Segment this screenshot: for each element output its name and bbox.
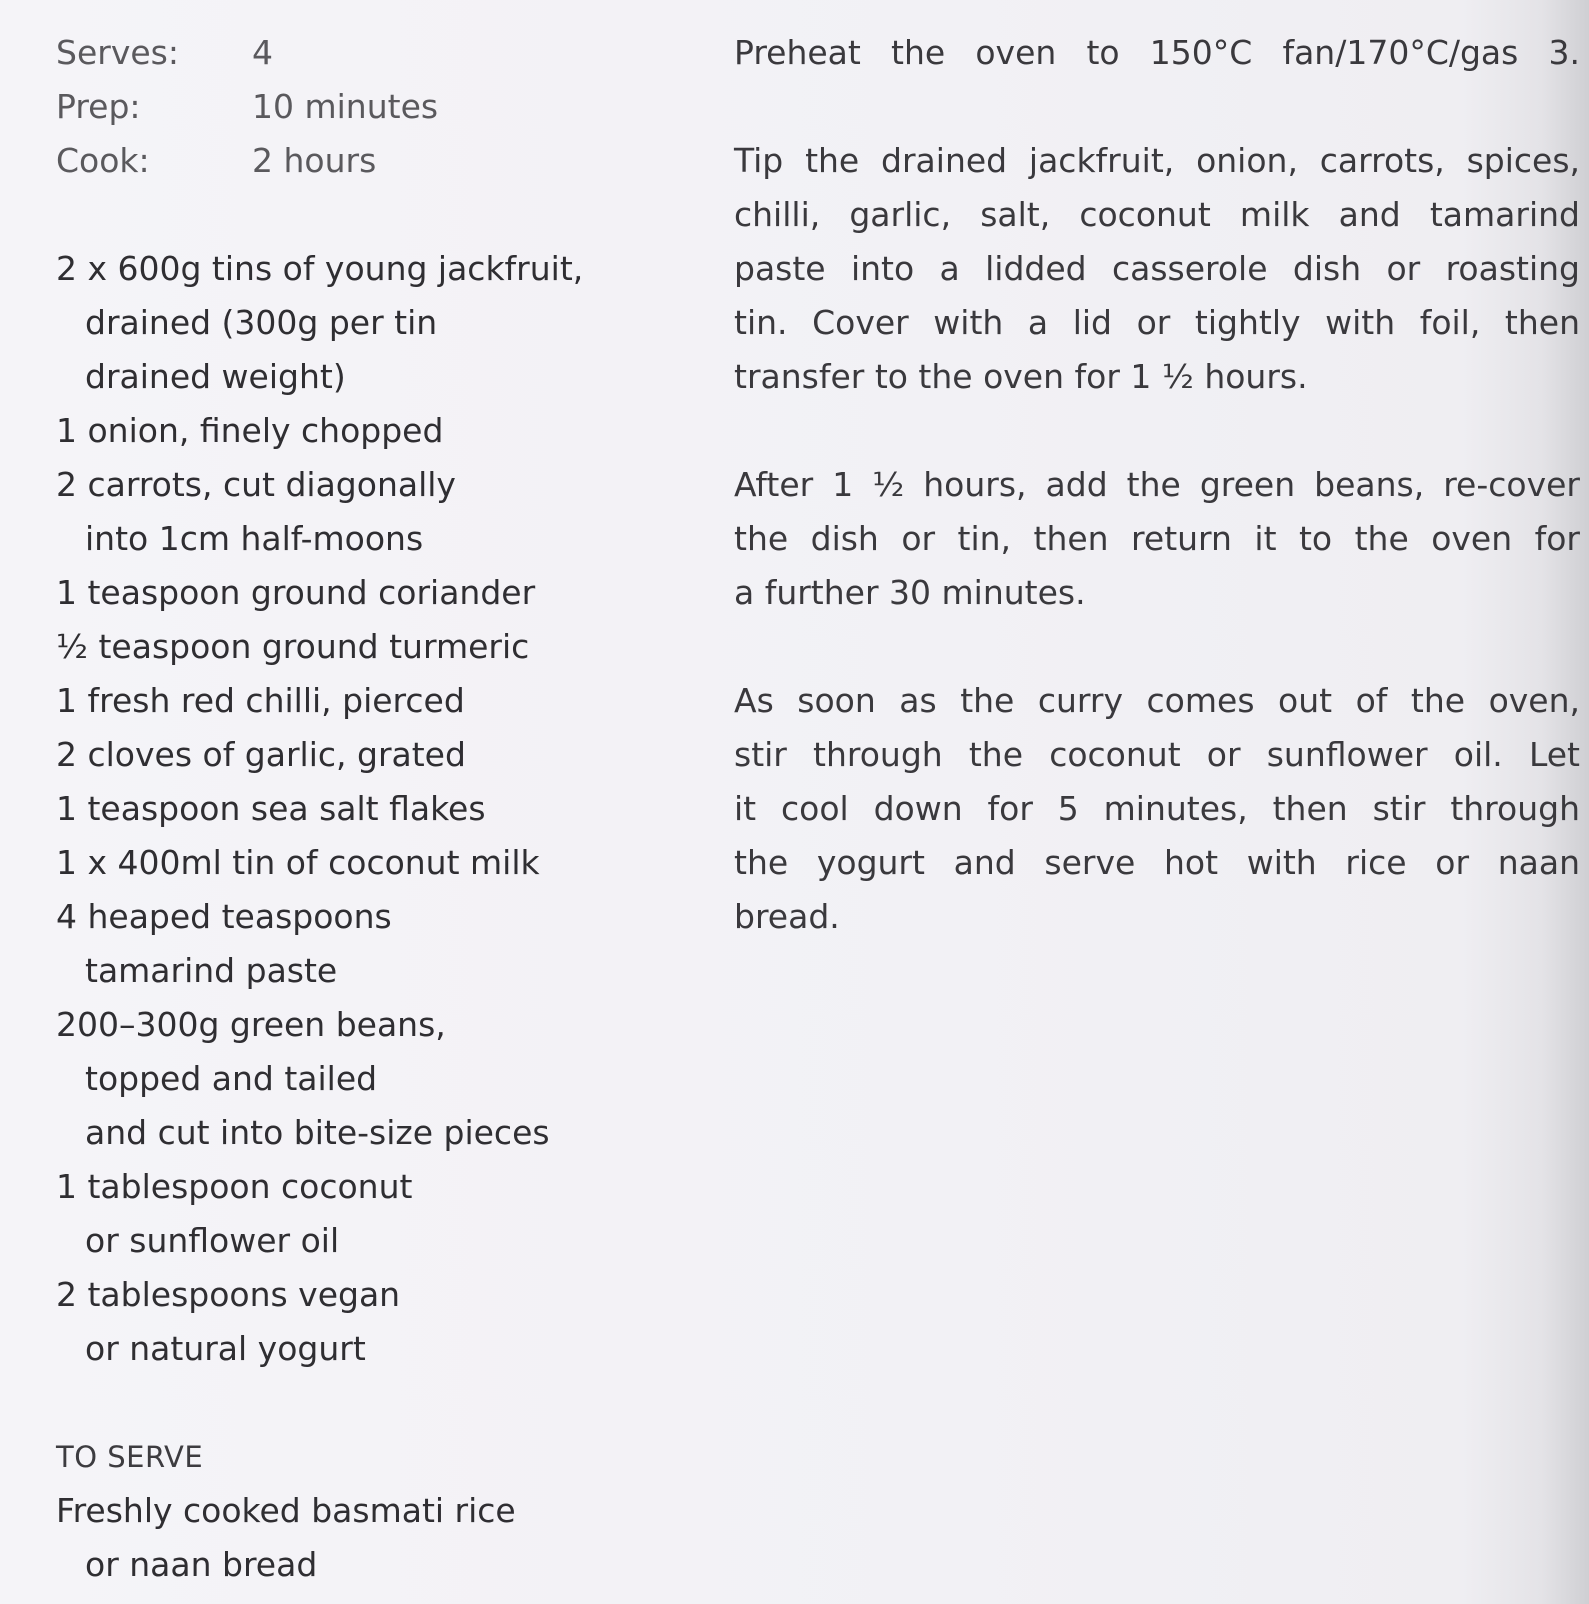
ingredient-line: drained weight) xyxy=(85,357,346,396)
method-line: the yogurt and serve hot with rice or naan xyxy=(734,843,1580,882)
method-line: After 1 ½ hours, add the green beans, re-cover xyxy=(734,465,1580,504)
ingredient-item xyxy=(56,458,676,566)
ingredient-item xyxy=(56,998,676,1160)
meta-row xyxy=(56,80,676,134)
method-step xyxy=(734,26,1580,80)
ingredient-line: 1 x 400ml tin of coconut milk xyxy=(56,843,540,882)
method-step xyxy=(734,458,1580,620)
meta-value: 2 hours xyxy=(252,141,377,180)
method-line: Preheat the oven to 150°C fan/170°C/gas 3. xyxy=(734,33,1580,72)
ingredient-item xyxy=(56,404,676,458)
ingredient-line: 1 onion, finely chopped xyxy=(56,411,444,450)
ingredient-line: and cut into bite-size pieces xyxy=(85,1113,550,1152)
ingredient-item xyxy=(56,1160,676,1268)
ingredient-item xyxy=(56,620,676,674)
method-step xyxy=(734,134,1580,404)
method-line: it cool down for 5 minutes, then stir through xyxy=(734,789,1580,828)
ingredient-item xyxy=(56,890,676,998)
method-line: chilli, garlic, salt, coconut milk and tamarind xyxy=(734,195,1580,234)
ingredient-line: or naan bread xyxy=(85,1545,318,1584)
ingredient-line: drained (300g per tin xyxy=(85,303,438,342)
ingredient-item xyxy=(56,728,676,782)
ingredient-line: or sunflower oil xyxy=(85,1221,340,1260)
ingredient-item xyxy=(56,782,676,836)
serve-spacer xyxy=(56,1376,676,1430)
method-line: paste into a lidded casserole dish or roasting xyxy=(734,249,1580,288)
method-line: As soon as the curry comes out of the oven, xyxy=(734,681,1580,720)
ingredient-line: tamarind paste xyxy=(85,951,338,990)
meta-label: Prep: xyxy=(56,87,141,126)
ingredient-item xyxy=(56,674,676,728)
ingredient-item xyxy=(56,242,676,404)
meta-spacer xyxy=(56,188,676,242)
meta-value: 4 xyxy=(252,33,273,72)
ingredient-list xyxy=(56,242,676,1376)
ingredient-item xyxy=(56,1484,676,1592)
ingredient-line: 1 teaspoon ground coriander xyxy=(56,573,536,612)
meta-row xyxy=(56,26,676,80)
method-column xyxy=(734,26,1580,998)
method-line: the dish or tin, then return it to the oven for xyxy=(734,519,1580,558)
ingredient-item xyxy=(56,836,676,890)
ingredient-line: 1 teaspoon sea salt flakes xyxy=(56,789,486,828)
to-serve-heading: TO SERVE xyxy=(56,1440,204,1474)
ingredients-column xyxy=(56,26,676,1592)
method-line: stir through the coconut or sunflower oil. Let xyxy=(734,735,1580,774)
ingredient-line: 2 cloves of garlic, grated xyxy=(56,735,466,774)
ingredient-line: 2 x 600g tins of young jackfruit, xyxy=(56,249,584,288)
ingredient-line: 1 tablespoon coconut xyxy=(56,1167,413,1206)
method-line: transfer to the oven for 1 ½ hours. xyxy=(734,357,1308,396)
to-serve-list xyxy=(56,1484,676,1592)
meta-value: 10 minutes xyxy=(252,87,439,126)
ingredient-line: 4 heaped teaspoons xyxy=(56,897,392,936)
method-line: tin. Cover with a lid or tightly with foil, then xyxy=(734,303,1580,342)
ingredient-line: 1 fresh red chilli, pierced xyxy=(56,681,465,720)
ingredient-line: 2 carrots, cut diagonally xyxy=(56,465,456,504)
method-line: Tip the drained jackfruit, onion, carrots, spices, xyxy=(734,141,1580,180)
ingredient-line: Freshly cooked basmati rice xyxy=(56,1491,516,1530)
ingredient-line: into 1cm half-moons xyxy=(85,519,424,558)
method-line: a further 30 minutes. xyxy=(734,573,1086,612)
method-step xyxy=(734,674,1580,944)
ingredient-line: 200–300g green beans, xyxy=(56,1005,446,1044)
recipe-meta xyxy=(56,26,676,188)
ingredient-line: 2 tablespoons vegan xyxy=(56,1275,401,1314)
ingredient-line: or natural yogurt xyxy=(85,1329,366,1368)
ingredient-item xyxy=(56,566,676,620)
meta-label: Cook: xyxy=(56,141,150,180)
meta-row xyxy=(56,134,676,188)
ingredient-item xyxy=(56,1268,676,1376)
meta-label: Serves: xyxy=(56,33,179,72)
ingredient-line: ½ teaspoon ground turmeric xyxy=(56,627,530,666)
ingredient-line: topped and tailed xyxy=(85,1059,378,1098)
method-line: bread. xyxy=(734,897,840,936)
